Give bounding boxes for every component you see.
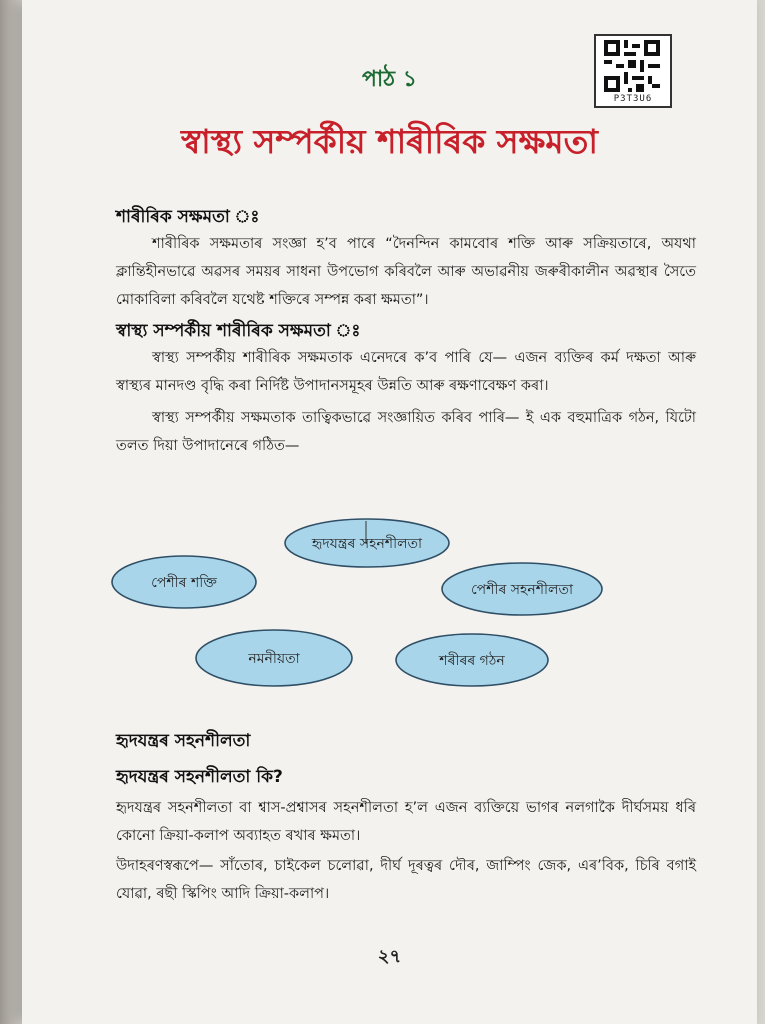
components-diagram (22, 500, 757, 700)
page-title: স্বাস্থ্য সম্পৰ্কীয় শাৰীৰিক সক্ষমতা (181, 122, 598, 161)
component-label-flexibility: নমনীয়তা (248, 651, 300, 667)
component-oval-cardio (285, 519, 449, 567)
component-oval-flexibility (196, 630, 352, 686)
paragraph-health-fitness-definition: স্বাস্থ্য সম্পৰ্কীয় শাৰীৰিক সক্ষমতাক এনেদৰে ক’ব পাৰি যে— এজন ব্যক্তিৰ কৰ্ম দক্ষতা আৰু স্বাস্থ্যৰ মানদণ্ড বৃদ্ধি কৰা নিৰ্দিষ্ট উপাদানসমূহৰ উন্নতি আৰু ৰক্ষণাবেক্ষণ কৰা। (116, 350, 696, 394)
section-heading-cardio-endurance: হৃদযন্ত্ৰৰ সহনশীলতা (116, 731, 251, 751)
component-oval-muscle-endurance (442, 563, 602, 615)
lesson-label: পাঠ ১ (361, 67, 417, 92)
section-heading-health-related-fitness: স্বাস্থ্য সম্পৰ্কীয় শাৰীৰিক সক্ষমতা ঃ (116, 321, 361, 341)
component-label-cardio: হৃদযন্ত্ৰৰ সহনশীলতা (311, 536, 423, 552)
paragraph-health-fitness-components-intro: স্বাস্থ্য সম্পৰ্কীয় সক্ষমতাক তাত্বিকভাৱে সংজ্ঞায়িত কৰিব পাৰি— ই এক বহুমাত্ৰিক গঠন, যিটো তলত দিয়া উপাদানেৰে গঠিত— (116, 410, 696, 454)
component-label-body-composition: শৰীৰৰ গঠন (439, 653, 505, 669)
paragraph-physical-fitness-definition: শাৰীৰিক সক্ষমতাৰ সংজ্ঞা হ’ব পাৰে “দৈনন্দিন কামবোৰ শক্তি আৰু সক্ৰিয়তাৰে, অযথা ক্লান্তিহীনভাৱে অৱসৰ সময়ৰ সাধনা উপভোগ কৰিবলৈ আৰু অভাৱনীয় জৰুৰীকালীন অৱস্থাৰ সৈতে মোকাবিলা কৰিবলৈ যথেষ্ট শক্তিৰে সম্পন্ন কৰা ক্ষমতা”। (116, 236, 696, 308)
section-heading-physical-fitness: শাৰীৰিক সক্ষমতা ঃ (116, 207, 260, 227)
component-label-muscle-endurance: পেশীৰ সহনশীলতা (470, 582, 574, 598)
subheading-what-is-cardio-endurance: হৃদযন্ত্ৰৰ সহনশীলতা কি? (116, 767, 283, 787)
paragraph-cardio-endurance-examples: উদাহৰণস্বৰূপে— সাঁতোৰ, চাইকেল চলোৱা, দীৰ্ঘ দূৰত্বৰ দৌৰ, জাম্পিং জেক, এৰ’বিক, চিৰি বগাই যোৱা, ৰছী স্কিপিং আদি ক্ৰিয়া-কলাপ। (116, 858, 696, 902)
qr-code-label: P3T3U6 (613, 94, 653, 104)
book-spine-shadow (0, 0, 22, 1024)
component-label-muscle-strength: পেশীৰ শক্তি (151, 575, 217, 591)
component-oval-body-composition (396, 634, 548, 686)
page-number: ২৭ (377, 946, 402, 967)
book-page (22, 0, 757, 1024)
paragraph-cardio-endurance-definition: হৃদযন্ত্ৰৰ সহনশীলতা বা শ্বাস-প্ৰশ্বাসৰ সহনশীলতা হ’ল এজন ব্যক্তিয়ে ভাগৰ নলগাকৈ দীৰ্ঘসময় ধৰি কোনো ক্ৰিয়া-কলাপ অব্যাহত ৰখাৰ ক্ষমতা। (116, 800, 696, 844)
component-oval-muscle-strength (112, 556, 256, 608)
